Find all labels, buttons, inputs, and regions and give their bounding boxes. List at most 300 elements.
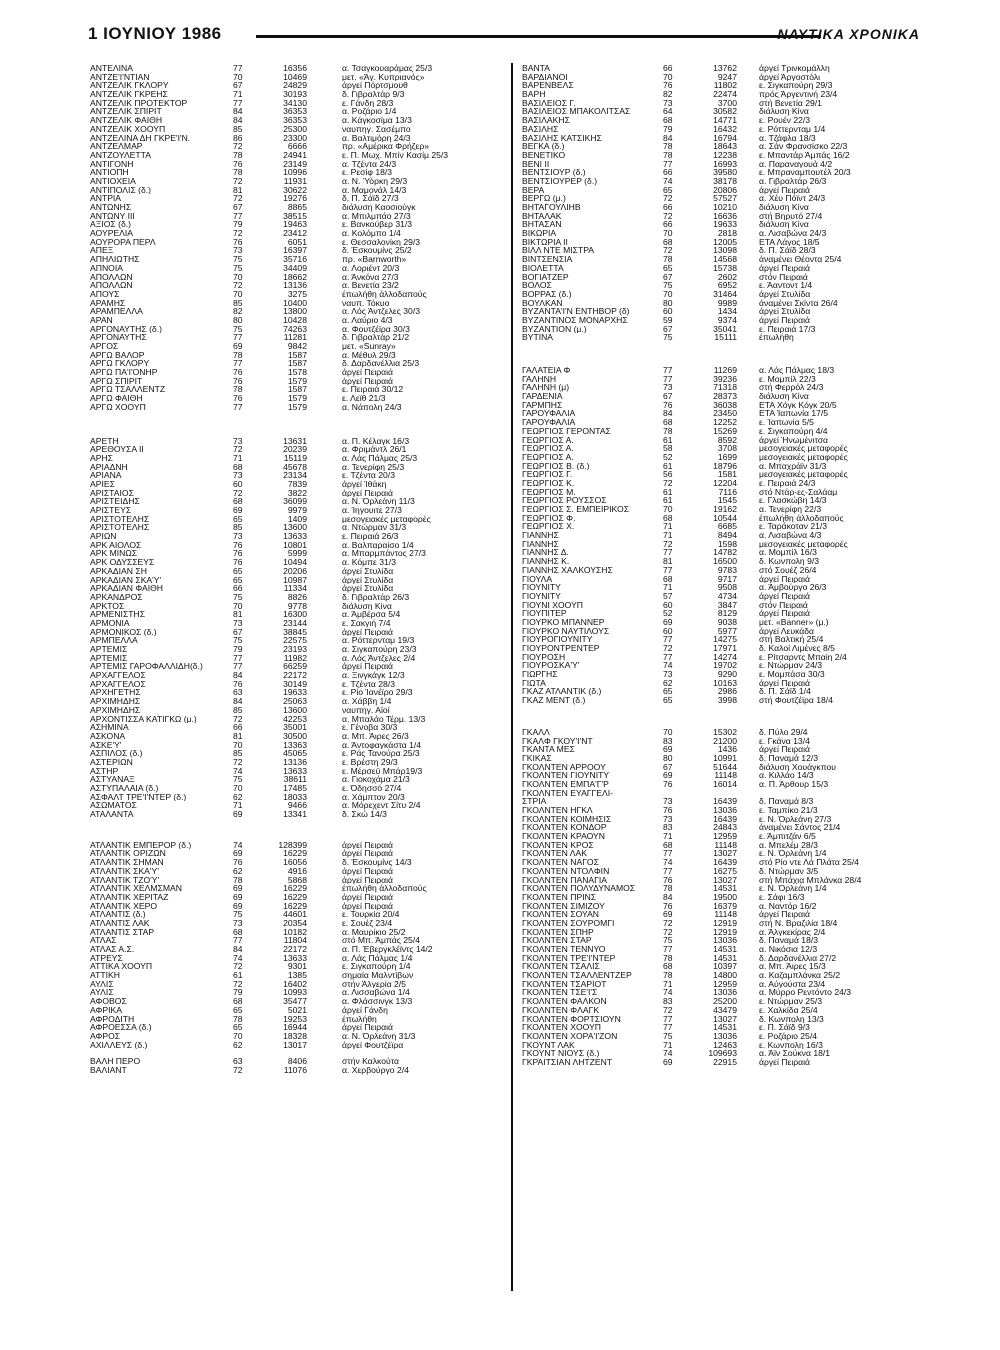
ship-row (90, 784, 500, 793)
ship-name: ΓΑΡΟΥΦΑΛΙΑ (522, 418, 576, 427)
ship-status: δ. Παναμά 8/3 (759, 797, 814, 807)
ship-status: άργεί Πειραιά (342, 1023, 393, 1032)
ship-name: ΓΕΩΡΓΙΟΣ Α. (522, 435, 574, 445)
build-year: 74 (233, 840, 243, 850)
ship-status: ε. Βανκούβερ 31/3 (342, 220, 413, 230)
build-year: 67 (233, 203, 243, 212)
ship-status: ε. Γκάνα 13/4 (759, 736, 810, 746)
ship-row (522, 325, 927, 334)
gross-tonnage: 6952 (717, 281, 737, 290)
ship-row (522, 255, 927, 264)
ship-row (522, 418, 927, 427)
build-year: 72 (663, 1005, 673, 1015)
ship-name: ΑΧΙΛΛΕΥΣ (δ.) (90, 1040, 148, 1050)
gross-tonnage: 14531 (713, 1023, 737, 1032)
build-year: 76 (233, 368, 243, 377)
ship-name: ΑΝΤΖΕΛΙΚ ΦΑΙΘΗ (90, 116, 163, 125)
gross-tonnage: 13036 (713, 936, 737, 946)
ship-name: ΓΚΟΛΝΤΕΝ ΠΟΛΥΔΥΝΑΜΟΣ (522, 884, 636, 893)
ship-status: α. Μπ. Άιρες 15/3 (759, 962, 826, 972)
ship-name: ΑΠΟΥΣ (90, 289, 120, 299)
ship-row (522, 1032, 927, 1041)
build-year: 76 (233, 549, 243, 559)
gross-tonnage: 10397 (713, 962, 737, 972)
ship-name: ΓΚΙΚΑΣ (522, 753, 552, 763)
ship-name: ΑΡΚΑΔΙΑΝ ΣΚΑ'Υ' (90, 575, 162, 585)
ship-status: άργεί Πειραιά (342, 840, 393, 850)
ship-status: α. Μέθυλ 29/3 (342, 350, 396, 360)
ship-row (522, 134, 927, 143)
build-year: 71 (663, 979, 673, 989)
gross-tonnage: 1598 (717, 539, 737, 549)
ship-name: ΑΡΓΟΣ (90, 342, 119, 351)
ship-status: μεσογειακές μεταφορές (759, 470, 848, 479)
gross-tonnage: 16300 (283, 610, 307, 619)
ship-status: ε. Μέρσεϋ Μπάρ19/3 (342, 766, 423, 776)
build-year: 72 (663, 644, 673, 653)
gross-tonnage: 16229 (283, 892, 307, 902)
ship-row (522, 436, 927, 445)
ship-status: άργεί Πειραιά (342, 488, 393, 498)
ship-name: ΑΝΤΖΕΛΜΑΡ (90, 142, 143, 151)
ship-row (90, 134, 500, 143)
ship-status: α. Μόρεχεντ Σίτυ 2/4 (342, 801, 421, 811)
ship-group (522, 64, 927, 342)
ship-group (522, 366, 927, 705)
ship-status: άργεί Πειραιά (342, 892, 393, 902)
build-year: 78 (663, 426, 673, 436)
build-year: 72 (233, 757, 243, 767)
build-year: 60 (663, 626, 673, 636)
ship-name: ΓΚΡΑΙΤΣΙΑΝ ΛΗΤΖΕΝΤ (522, 1057, 613, 1067)
ship-status: άργεί Στυλίδα (342, 566, 394, 576)
ship-status: α. Λάς Πάλμας 25/3 (342, 453, 418, 463)
ship-row (522, 962, 927, 971)
ship-status: ε. Ρουέν 22/3 (759, 116, 811, 125)
build-year: 78 (233, 350, 243, 360)
ship-status: άργεί Πειραιά (759, 315, 810, 325)
ship-status: α. Νικόσια 12/3 (759, 945, 818, 954)
gross-tonnage: 3998 (717, 696, 737, 705)
build-year: 58 (663, 444, 673, 453)
ship-name: ΓΙΟΥΝΙΤΥ (522, 591, 561, 601)
ship-status: άναμένει Θέοντα 25/4 (759, 255, 842, 264)
ship-row (90, 290, 500, 299)
ship-row (522, 116, 927, 125)
ship-status: δ. Έσκουμίνς 25/2 (342, 246, 412, 256)
column-divider (511, 63, 513, 1291)
build-year: 67 (663, 762, 673, 772)
build-year: 76 (663, 806, 673, 815)
build-year: 76 (233, 394, 243, 403)
ship-status: ε. Σουέζ 23/4 (342, 918, 393, 928)
ship-name: ΒΙΚΩΡΙΑ (522, 229, 557, 238)
ship-name: ΑΣΤΕΡΙΩΝ (90, 757, 133, 767)
ship-status: α. Φριμάντλ 26/1 (342, 445, 407, 454)
build-year: 74 (663, 176, 673, 186)
build-year: 66 (663, 64, 673, 73)
ship-name: ΓΚΟΛΝΤΕΝ ΣΟΥΑΝ (522, 910, 600, 919)
ship-status: άργεί Στυλίδα (342, 584, 394, 593)
ship-name: ΑΣΠΙΛΟΣ (δ.) (90, 749, 143, 758)
ship-name: ΓΙΩΤΑ (522, 678, 546, 688)
build-year: 78 (663, 971, 673, 980)
ship-name: ΑΡΕΤΗ (90, 436, 119, 446)
build-year: 74 (663, 858, 673, 867)
ship-row (90, 945, 500, 954)
gross-tonnage: 10428 (283, 315, 307, 325)
build-year: 70 (233, 289, 243, 299)
ship-status: α. Λάς Πάλμας 18/3 (759, 366, 835, 375)
group-spacer (90, 412, 500, 437)
ship-status: άργεί Τρινκομάλλη (759, 64, 830, 73)
ship-name: ΑΝΤΩΝΗΣ (90, 203, 132, 212)
ship-name: ΑΡΑΝ (90, 315, 113, 325)
ship-status: α. Νάπολη 24/3 (342, 402, 402, 412)
ship-name: ΒΟΡΡΑΣ (δ.) (522, 289, 572, 299)
gross-tonnage: 9783 (717, 565, 737, 575)
ship-name: ΑΤΛΑΣ (90, 936, 117, 946)
ship-name: ΑΤΛΑΝΤΙΣ ΛΑΚ (90, 918, 150, 928)
ship-row (522, 514, 927, 523)
ship-row (522, 299, 927, 308)
ship-row (522, 980, 927, 989)
gross-tonnage: 71318 (713, 383, 737, 393)
ship-name: ΒΥΤΙΝΑ (522, 333, 554, 343)
gross-tonnage: 20354 (283, 918, 307, 928)
ship-status: μετ. «Sunray» (342, 342, 396, 351)
ship-status: μεσογειακές μεταφορές (759, 539, 848, 549)
ship-name: ΒΙΛΛ ΝΤΕ ΜΙΣΤΡΑ (522, 246, 595, 256)
build-year: 78 (233, 875, 243, 885)
ship-row (522, 462, 927, 471)
build-year: 72 (663, 194, 673, 204)
ship-row (90, 351, 500, 360)
ship-row (522, 427, 927, 436)
ship-status: άργεί Πειραιά (342, 376, 393, 386)
build-year: 70 (233, 1031, 243, 1041)
ship-name: ΑΡΚΤΟΣ (90, 601, 125, 611)
build-year: 84 (233, 697, 243, 706)
build-year: 72 (233, 962, 243, 972)
ship-name: ΓΑΛΗΝΗ (522, 374, 557, 384)
gross-tonnage: 9508 (717, 583, 737, 592)
ship-row (522, 1049, 927, 1058)
gross-tonnage: 12919 (713, 927, 737, 937)
gross-tonnage: 18662 (283, 272, 307, 282)
build-year: 78 (233, 1014, 243, 1024)
ship-name: ΒΕΝΤΣΙΟΥΡΕΡ (δ.) (522, 176, 598, 186)
ship-row (522, 290, 927, 299)
ship-name: ΑΡΜΠΕΛΛΑ (90, 636, 138, 646)
ship-name: ΒΑΣΙΛΕΙΟΣ ΜΠΑΚΟΛΙΤΣΑΣ (522, 107, 631, 117)
ship-status: στή Βαλτική 25/4 (759, 635, 824, 645)
ship-name: ΑΝΤΖΕΛΙΚ ΠΡΟΤΕΚΤΟΡ (90, 98, 188, 108)
ship-status: ε. Όδησσό 27/4 (342, 784, 402, 793)
gross-tonnage: 13027 (713, 1014, 737, 1024)
gross-tonnage: 1385 (287, 971, 307, 980)
gross-tonnage: 3822 (287, 488, 307, 498)
gross-tonnage: 16014 (713, 779, 737, 789)
gross-tonnage: 8592 (717, 435, 737, 445)
build-year: 77 (233, 402, 243, 412)
ship-name: ΑΡΙΩΝ (90, 532, 117, 541)
ship-status: στόν Πειραιά (759, 272, 808, 282)
gross-tonnage: 30149 (283, 679, 307, 689)
ship-name: ΓΙΟΥΠΙΤΕΡ (522, 609, 567, 618)
ship-status: ε. Τζέντα 28/3 (342, 679, 395, 689)
ship-row (522, 264, 927, 273)
ship-status: άργεί Ήνωμένιτσα (759, 435, 829, 445)
ship-row (90, 151, 500, 160)
gross-tonnage: 19162 (713, 505, 737, 514)
ship-name: ΑΡΤΕΜΙΣ ΓΑΡΟΦΑΛΛΙΔΗ(δ.) (90, 662, 203, 672)
ship-status: δ. Παναμά 12/3 (759, 753, 819, 763)
ship-name: ΓΚΟΛΝΤΕΝ ΤΣΕ'Ι'Σ (522, 988, 598, 998)
ship-status: α. Γιοκοχάμα 21/3 (342, 775, 410, 785)
build-year: 71 (663, 522, 673, 532)
ship-row (522, 316, 927, 325)
build-year: 81 (233, 731, 243, 741)
ship-name: ΓΚΑΛΦ ΓΚΟΥ'Ι'ΝΤ (522, 736, 593, 746)
ship-status: ε. Π. Σάϊδ 9/3 (759, 1023, 810, 1032)
ship-status: στήν Καλκούτα (342, 1057, 399, 1066)
ship-row (522, 1006, 927, 1015)
ship-row (522, 928, 927, 937)
ship-status: δ. Καλοί Λιμένες 8/5 (759, 644, 835, 653)
ship-row (90, 654, 500, 663)
ship-status: ε. Γάνδη 28/3 (342, 98, 394, 108)
ship-status: άργεί Πειραιά (759, 591, 810, 601)
ship-row (522, 575, 927, 584)
build-year: 77 (233, 936, 243, 946)
build-year: 85 (233, 523, 243, 533)
build-year: 82 (233, 307, 243, 316)
build-year: 71 (233, 90, 243, 99)
ship-row (90, 212, 500, 221)
ship-name: ΓΚΟΥΝΤ ΛΑΚ (522, 1040, 575, 1050)
ship-row (522, 849, 927, 858)
ship-row (90, 645, 500, 654)
build-year: 73 (663, 670, 673, 679)
build-year: 68 (233, 997, 243, 1006)
ship-name: ΑΤΛΑΝΤΙΚ ΕΜΠΕΡΟΡ (δ.) (90, 840, 192, 850)
ship-row (522, 618, 927, 627)
build-year: 76 (663, 779, 673, 789)
build-year: 66 (233, 723, 243, 732)
ship-status: α. Λισαβώνα 4/3 (759, 531, 822, 540)
gross-tonnage: 8826 (287, 592, 307, 602)
ship-row (522, 81, 927, 90)
ship-name: ΑΤΛΑΝΤΙΚ ΣΚΑ'Υ' (90, 866, 159, 876)
gross-tonnage: 18033 (283, 792, 307, 802)
ship-status: α. Μπαχράϊν 31/3 (759, 461, 827, 471)
ship-status: ΕΤΑ Ίαπωνία 17/5 (759, 409, 829, 419)
gross-tonnage: 9466 (287, 801, 307, 811)
ship-name: ΑΠΝΟΙΑ (90, 263, 123, 273)
gross-tonnage: 9038 (717, 617, 737, 627)
group-spacer (90, 1049, 500, 1057)
ship-row (90, 610, 500, 619)
gross-tonnage: 35716 (283, 255, 307, 264)
gross-tonnage: 13027 (713, 875, 737, 885)
gross-tonnage: 51644 (713, 762, 737, 772)
gross-tonnage: 4916 (287, 866, 307, 876)
ship-row (90, 342, 500, 351)
ship-name: ΑΝΤΙΟΧΕΙΑ (90, 176, 136, 186)
ship-group (90, 841, 500, 1050)
gross-tonnage: 11804 (283, 936, 307, 946)
ship-name: ΒΕΓΚΑ (δ.) (522, 142, 565, 151)
build-year: 61 (663, 496, 673, 506)
build-year: 62 (233, 792, 243, 802)
build-year: 71 (663, 583, 673, 592)
build-year: 68 (663, 418, 673, 427)
gross-tonnage: 13341 (283, 810, 307, 819)
ship-row (522, 151, 927, 160)
gross-tonnage: 10163 (713, 678, 737, 688)
ship-row (90, 954, 500, 963)
ship-name: ΑΠΕΞ (90, 246, 114, 256)
ship-name: ΑΡΓΩ ΤΣΑΛΛΕΝΤΖ (90, 385, 166, 395)
build-year: 72 (233, 979, 243, 989)
ship-status: άργεί Πειραιά (759, 745, 810, 754)
gross-tonnage: 16275 (713, 866, 737, 876)
ship-status: α. Χερβούργο 2/4 (342, 1065, 409, 1075)
ship-row (522, 220, 927, 229)
build-year: 78 (663, 953, 673, 963)
ship-status: α. Μπ. Άιρες 26/3 (342, 731, 409, 741)
ship-name: ΑΡΜΕΝΙΣΤΗΣ (90, 610, 146, 619)
ship-name: ΑΝΤΙΠΟΛΙΣ (δ.) (90, 185, 152, 195)
build-year: 83 (663, 823, 673, 833)
ship-name: ΑΡΓΟΝΑΥΤΗΣ (δ.) (90, 324, 162, 334)
ship-name: ΑΤΛΑΣ Α.Σ. (90, 945, 135, 954)
build-year: 77 (233, 662, 243, 672)
gross-tonnage: 13363 (283, 740, 307, 750)
ship-name: ΑΝΤΖΕΛΙΚ ΓΚΡΕΗΣ (90, 90, 168, 99)
ship-row (90, 489, 500, 498)
ship-status: α. Λός Άντζελες 30/3 (342, 307, 420, 316)
ship-name: ΣΤΡΙΑ (522, 797, 547, 807)
ship-name: ΑΦΡΙΚΑ (90, 1005, 122, 1015)
build-year: 70 (663, 727, 673, 737)
gross-tonnage: 12252 (713, 418, 737, 427)
ship-status: ε. Ράς Τανούρα 25/3 (342, 749, 420, 758)
gross-tonnage: 13600 (283, 523, 307, 533)
ship-row (90, 246, 500, 255)
build-year: 73 (233, 918, 243, 928)
build-year: 79 (233, 988, 243, 998)
build-year: 68 (663, 116, 673, 125)
ship-status: ε. Ν. Όρλεάνη 1/4 (759, 884, 827, 893)
ship-name: ΑΤΛΑΝΤΙΣ (δ.) (90, 910, 146, 919)
build-year: 60 (663, 600, 673, 610)
gross-tonnage: 14568 (713, 255, 737, 264)
gross-tonnage: 44601 (283, 910, 307, 919)
ship-name: ΑΡΧΗΓΕΤΗΣ (90, 688, 141, 698)
build-year: 67 (663, 392, 673, 401)
ship-list-left (90, 64, 500, 1075)
build-year: 78 (663, 150, 673, 160)
ship-name: ΓΚΟΛΝΤΕΝ ΦΟΡΤΣΙΟΥΝ (522, 1014, 621, 1024)
build-year: 69 (233, 506, 243, 515)
ship-row (90, 1023, 500, 1032)
ship-name: ΓΙΑΝΝΗΣ Δ. (522, 548, 569, 558)
ship-name: ΓΚΟΥΝΤ ΝΙΟΥΣ (δ.) (522, 1049, 600, 1058)
ship-status: α. Χάββη 1/4 (342, 697, 392, 706)
ship-row (90, 1057, 500, 1066)
build-year: 85 (233, 749, 243, 758)
ship-name: ΓΚΟΛΝΤΕΝ ΦΑΛΚΟΝ (522, 997, 607, 1006)
build-year: 74 (663, 661, 673, 671)
ship-row (522, 806, 927, 815)
ship-name: ΒΗΤΑΓΟΥΛΙΗΒ (522, 203, 581, 212)
ship-row (90, 902, 500, 911)
ship-row (522, 479, 927, 488)
gross-tonnage: 19253 (283, 1014, 307, 1024)
ship-name: ΑΤΛΑΝΤΙΚ ΧΕΛΜΣΜΑΝ (90, 884, 182, 893)
magazine-title: ΝΑΥΤΙΚΑ ΧΡΟΝΙΚΑ (777, 26, 920, 42)
gross-tonnage: 35001 (283, 723, 307, 732)
ship-name: ΑΡΚ ΟΔΥΣΣΕΥΣ (90, 558, 155, 567)
gross-tonnage: 22474 (713, 90, 737, 99)
ship-row (90, 775, 500, 784)
ship-status: δ. Γιβραλτάρ 26/3 (342, 592, 410, 602)
build-year: 73 (663, 98, 673, 108)
gross-tonnage: 57527 (713, 194, 737, 204)
ship-name: ΑΡΙΣΤΕΙΔΗΣ (90, 497, 140, 507)
ship-status: άργεί Πόρτσμουθ (342, 81, 408, 91)
ship-row (90, 194, 500, 203)
ship-status: α. Π. Κέλαγκ 16/3 (342, 436, 410, 446)
gross-tonnage: 23450 (713, 409, 737, 419)
build-year: 67 (233, 81, 243, 91)
build-year: 65 (663, 263, 673, 273)
build-year: 81 (233, 185, 243, 195)
build-year: 76 (663, 400, 673, 410)
ship-status: ε. Ρίτσαρντς Μπαίη 2/4 (759, 652, 847, 662)
ship-row (522, 971, 927, 980)
ship-row (90, 793, 500, 802)
ship-status: στό Ντάρ-ες-Σαλάαμ (759, 487, 838, 497)
ship-status: άναμένει Σκίντα 26/4 (759, 298, 838, 308)
ship-name: ΑΡΙΣΤΟΤΕΛΗΣ (90, 514, 150, 524)
build-year: 72 (663, 246, 673, 256)
build-year: 68 (663, 574, 673, 584)
build-year: 63 (233, 1057, 243, 1066)
gross-tonnage: 13098 (713, 246, 737, 256)
ship-status: δ. Π. Σάϊδ 28/3 (759, 246, 816, 256)
ship-row (522, 238, 927, 247)
build-year: 75 (233, 636, 243, 646)
ship-name: ΓΚΟΛΝΤΕΝ ΧΟΟΥΠ (522, 1023, 602, 1032)
ship-name: ΑΡΓΩ ΧΟΟΥΠ (90, 402, 146, 412)
ship-row (522, 273, 927, 282)
ship-name: ΓΚΟΛΝΤΕΝ ΠΑΝΑΓΙΑ (522, 875, 607, 885)
gross-tonnage: 9717 (717, 574, 737, 584)
build-year: 73 (663, 814, 673, 824)
ship-name: ΓΚΟΛΝΤΕΝ ΤΣΑΛΙΣ (522, 962, 600, 972)
ship-status: ε. Ντώρμαν 25/3 (759, 997, 823, 1006)
ship-row (90, 220, 500, 229)
gross-tonnage: 4734 (717, 591, 737, 601)
build-year: 84 (233, 107, 243, 117)
gross-tonnage: 16439 (713, 814, 737, 824)
ship-row (90, 99, 500, 108)
gross-tonnage: 31464 (713, 289, 737, 299)
gross-tonnage: 14771 (713, 116, 737, 125)
